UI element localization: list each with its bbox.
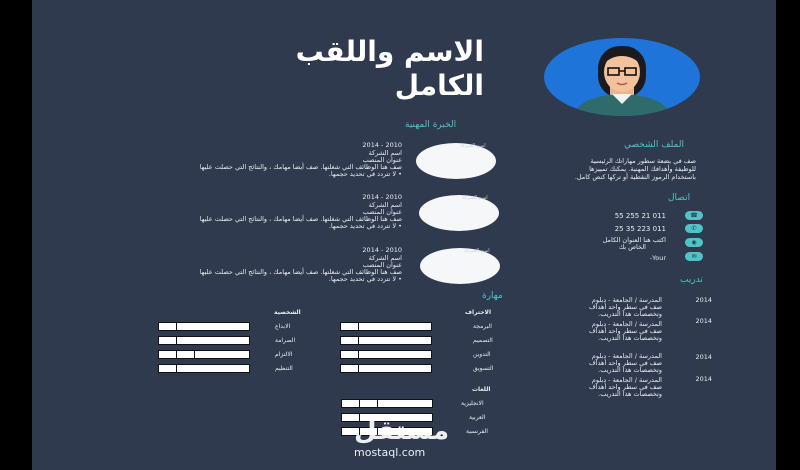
experience-description: صف هنا الوظائف التي شغلتها. صف أيضا مهامك ، والنتائج التي حصلت عليها bbox=[199, 268, 402, 276]
skill-level-bar bbox=[158, 350, 250, 359]
address-line: اكتب هنا العنوان الكامل bbox=[602, 236, 666, 244]
experience-company: اسم الشركة bbox=[368, 201, 402, 209]
skill-level-bar bbox=[158, 322, 250, 331]
experience-title: عنوان المنصب bbox=[362, 261, 402, 269]
skill-level-bar bbox=[158, 336, 250, 345]
training-line: المدرسة / الجامعة - دبلوم bbox=[591, 320, 662, 328]
skill-label: التدوين bbox=[473, 351, 491, 358]
training-year: 2014 bbox=[695, 296, 712, 304]
skill-label: الالتزام bbox=[275, 351, 293, 358]
training-line: المدرسة / الجامعة - دبلوم bbox=[591, 352, 662, 360]
skills-section-title: مهارة bbox=[482, 291, 503, 301]
location-pin-icon: ◉ bbox=[685, 238, 703, 247]
level-segment bbox=[159, 323, 177, 330]
profile-line: صف في بضعة سطور مهاراتك الرئيسية bbox=[590, 157, 696, 165]
language-level-bar bbox=[341, 399, 433, 408]
profile-line: باستخدام الرموز النقطية أو تركها كنص كامل. bbox=[574, 173, 696, 181]
experience-description: صف هنا الوظائف التي شغلتها. صف أيضا مهامك ، والنتائج التي حصلت عليها bbox=[199, 215, 402, 223]
watermark-latin: mostaql.com bbox=[354, 446, 426, 459]
watermark-arabic: مستقل bbox=[354, 416, 450, 446]
training-line: وتخصصات هذا التدريب. bbox=[598, 390, 662, 398]
training-line: وتخصصات هذا التدريب. bbox=[598, 310, 662, 318]
level-segment bbox=[360, 400, 378, 407]
full-name-title bbox=[296, 35, 484, 103]
contact-section-title: اتصال bbox=[668, 193, 691, 203]
experience-title: عنوان المنصب bbox=[362, 208, 402, 216]
experience-bullet: • لا تتردد في تحديد حجمها. bbox=[328, 170, 402, 178]
woman-avatar-icon bbox=[544, 38, 700, 116]
training-year: 2014 bbox=[695, 353, 712, 361]
experience-section-title: الخبرة المهنية bbox=[405, 120, 457, 130]
profile-section-title: الملف الشخصي bbox=[624, 140, 684, 150]
level-segment bbox=[159, 337, 177, 344]
name-line-2: الكامل bbox=[394, 69, 484, 102]
training-line: صف في سطر واحد أهداف bbox=[589, 327, 662, 335]
skill-label: البرمجة bbox=[473, 323, 492, 330]
experience-date: 2010 - 2014 bbox=[362, 193, 402, 201]
experience-description: صف هنا الوظائف التي شغلتها. صف أيضا مهامك ، والنتائج التي حصلت عليها bbox=[199, 163, 402, 171]
name-line-1: الاسم واللقب bbox=[295, 35, 484, 68]
skill-level-bar bbox=[340, 322, 432, 331]
skill-label: التنظيم bbox=[275, 365, 293, 372]
level-segment bbox=[341, 323, 359, 330]
experience-company: اسم الشركة bbox=[368, 149, 402, 157]
language-label: الانجليزية bbox=[461, 400, 484, 407]
experience-company: اسم الشركة bbox=[368, 254, 402, 262]
training-line: صف في سطر واحد أهداف bbox=[589, 383, 662, 391]
level-segment bbox=[341, 337, 359, 344]
avatar bbox=[544, 38, 700, 116]
skill-label: التسويق bbox=[473, 365, 494, 372]
level-segment bbox=[341, 351, 359, 358]
phone-icon: ☎ bbox=[685, 211, 703, 220]
skill-level-bar bbox=[340, 364, 432, 373]
email-icon: ✉ bbox=[685, 252, 703, 261]
training-line: وتخصصات هذا التدريب. bbox=[598, 334, 662, 342]
level-segment bbox=[341, 365, 359, 372]
training-line: صف في سطر واحد أهداف bbox=[589, 359, 662, 367]
language-label: الفرنسية bbox=[466, 428, 488, 435]
experience-bullet: • لا تتردد في تحديد حجمها. bbox=[328, 222, 402, 230]
level-segment bbox=[342, 400, 360, 407]
skill-label: الابداع bbox=[275, 323, 291, 330]
profile-line: للوظيفة وأهدافك المهنية. يمكنك تمييزها bbox=[589, 165, 696, 173]
level-segment bbox=[177, 351, 195, 358]
resume-page bbox=[32, 0, 776, 470]
training-line: وتخصصات هذا التدريب. bbox=[598, 366, 662, 374]
personal-skills-title: الشخصية bbox=[274, 309, 301, 316]
skill-label: الصرامة bbox=[275, 337, 296, 344]
experience-circle-label: اسم الشركة bbox=[464, 248, 490, 254]
level-segment bbox=[159, 365, 177, 372]
skill-label: التصميم bbox=[473, 337, 493, 344]
language-label: العربية bbox=[469, 414, 486, 421]
training-line: المدرسة / الجامعة - دبلوم bbox=[591, 296, 662, 304]
experience-circle-label: اسم الشركة bbox=[460, 143, 486, 149]
experience-title: عنوان المنصب bbox=[362, 156, 402, 164]
languages-title: اللغات bbox=[472, 386, 491, 393]
experience-date: 2010 - 2014 bbox=[362, 246, 402, 254]
training-section-title: تدريب bbox=[680, 275, 703, 285]
professional-skills-title: الاحتراف bbox=[465, 309, 492, 316]
training-year: 2014 bbox=[695, 375, 712, 383]
training-line: صف في سطر واحد أهداف bbox=[589, 303, 662, 311]
training-line: المدرسة / الجامعة - دبلوم bbox=[591, 376, 662, 384]
skill-level-bar bbox=[340, 336, 432, 345]
skill-level-bar bbox=[340, 350, 432, 359]
email: Your- bbox=[649, 254, 666, 262]
address-line: الخاص بك bbox=[618, 243, 646, 251]
training-year: 2014 bbox=[695, 317, 712, 325]
skill-level-bar bbox=[158, 364, 250, 373]
phone-1: 011 21 255 55 bbox=[614, 212, 666, 220]
experience-circle-label: اسم الشركة bbox=[462, 195, 488, 201]
mobile-icon: ✆ bbox=[685, 224, 703, 233]
phone-2: 011 223 35 25 bbox=[614, 225, 666, 233]
experience-bullet: • لا تتردد في تحديد حجمها. bbox=[328, 275, 402, 283]
level-segment bbox=[159, 351, 177, 358]
experience-date: 2010 - 2014 bbox=[362, 141, 402, 149]
